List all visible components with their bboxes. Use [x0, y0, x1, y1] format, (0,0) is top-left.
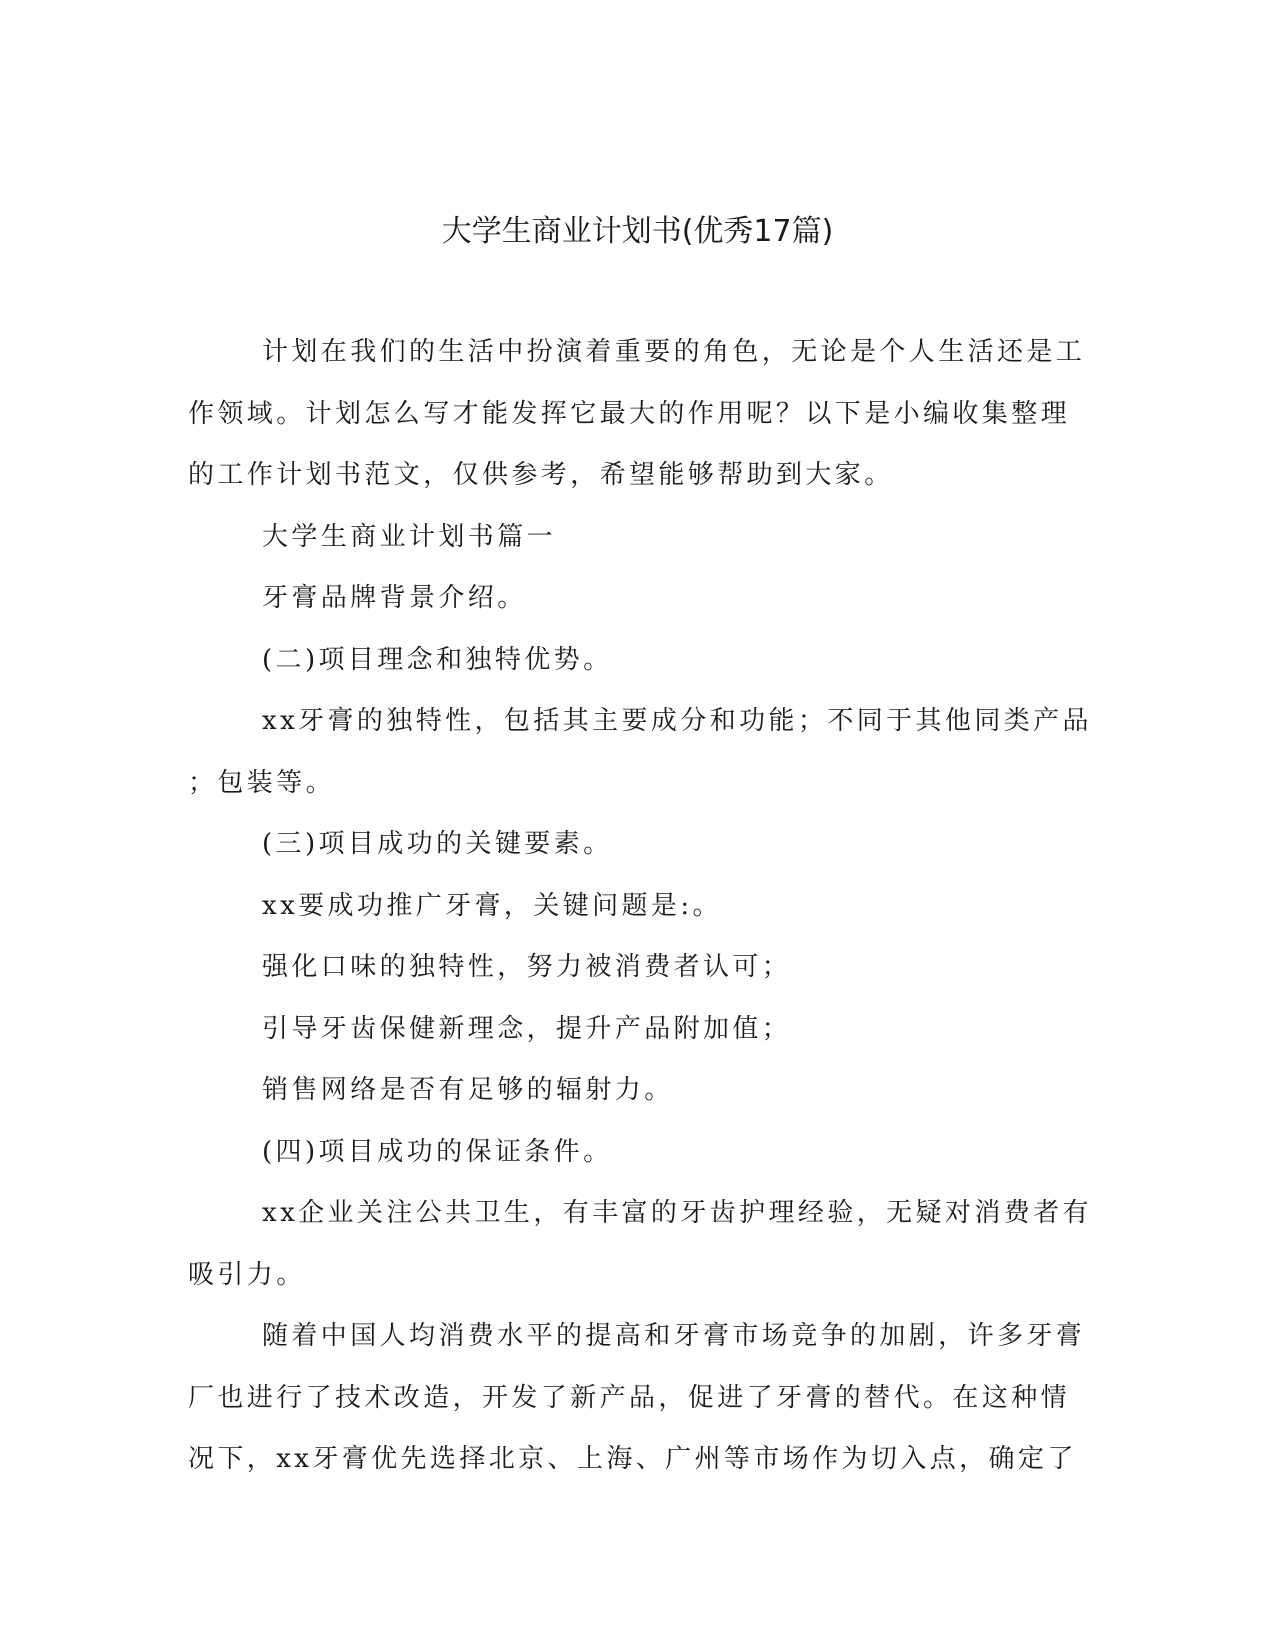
document-body	[188, 322, 1092, 1491]
paragraph	[188, 1060, 1088, 1122]
text-line: 随着中国人均消费水平的提高和牙膏市场竞争的加剧，许多牙膏	[262, 1321, 1086, 1351]
paragraph	[188, 691, 1092, 814]
text-line: (二)项目理念和独特优势。	[262, 644, 613, 675]
text-line: 况下，xx牙膏优先选择北京、上海、广州等市场作为切入点，确定了	[188, 1444, 1077, 1474]
paragraph	[188, 876, 1088, 938]
paragraph	[188, 630, 1088, 692]
text-line: 计划在我们的生活中扮演着重要的角色，无论是个人生活还是工	[262, 337, 1086, 367]
paragraph	[188, 999, 1088, 1061]
paragraph	[188, 1122, 1088, 1184]
text-line: 牙膏品牌背景介绍。	[262, 583, 527, 613]
text-line: xx牙膏的独特性，包括其主要成分和功能；不同于其他同类产品	[262, 706, 1092, 736]
paragraph	[188, 322, 1088, 507]
text-line: (三)项目成功的关键要素。	[262, 829, 613, 859]
text-line: 的工作计划书范文，仅供参考，希望能够帮助到大家。	[188, 460, 894, 490]
text-line: 强化口味的独特性，努力被消费者认可；	[262, 952, 792, 982]
paragraph	[188, 1183, 1092, 1306]
text-line: 大学生商业计划书篇一	[262, 521, 557, 552]
text-line: 作领域。计划怎么写才能发挥它最大的作用呢？以下是小编收集整理	[188, 398, 1071, 429]
paragraph	[188, 937, 1088, 999]
text-line: xx要成功推广牙膏，关键问题是:。	[262, 890, 722, 921]
text-line: (四)项目成功的保证条件。	[262, 1136, 613, 1167]
paragraph	[188, 568, 1088, 630]
text-line: xx企业关注公共卫生，有丰富的牙齿护理经验，无疑对消费者有	[262, 1198, 1092, 1228]
text-line: ；包装等。	[188, 767, 336, 798]
paragraph	[188, 814, 1088, 876]
text-line: 吸引力。	[188, 1259, 306, 1290]
document-title: 大学生商业计划书(优秀17篇)	[441, 214, 834, 249]
section-heading	[188, 507, 1088, 569]
paragraph	[188, 1306, 1088, 1491]
text-line: 引导牙齿保健新理念，提升产品附加值；	[262, 1013, 792, 1044]
text-line: 销售网络是否有足够的辐射力。	[262, 1075, 674, 1105]
text-line: 厂也进行了技术改造，开发了新产品，促进了牙膏的替代。在这种情	[188, 1382, 1071, 1413]
